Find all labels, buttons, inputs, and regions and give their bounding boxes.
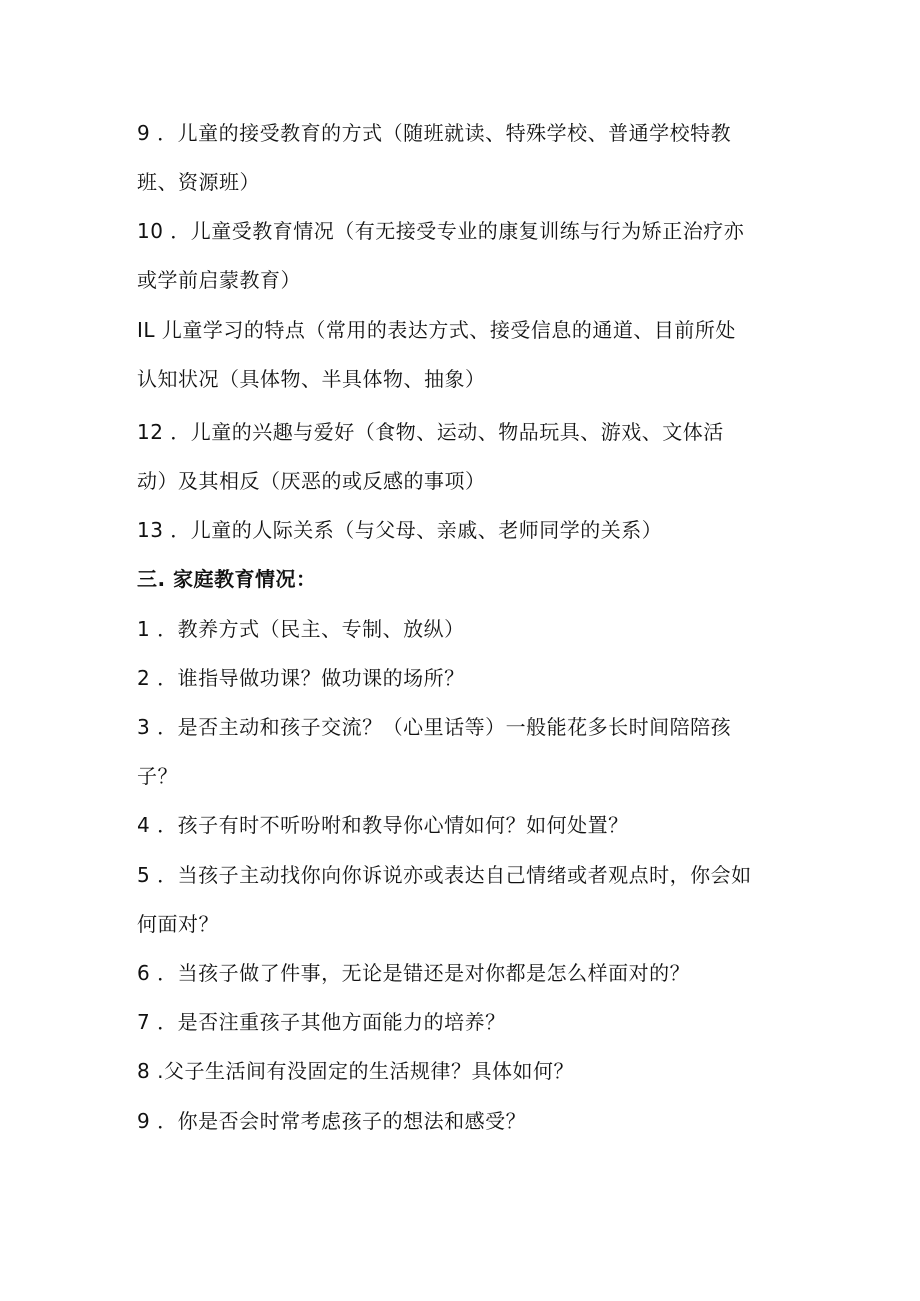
item-10-line-2: 或学前启蒙教育）	[137, 268, 301, 292]
family-item-4: 4 ．孩子有时不听吩咐和教导你心情如何？如何处置？	[137, 813, 629, 837]
item-11-line-1: IL 儿童学习的特点（常用的表达方式、接受信息的通道、目前所处	[137, 318, 736, 342]
family-item-5-line-1: 5 ．当孩子主动找你向你诉说亦或表达自己情绪或者观点时，你会如	[137, 863, 752, 887]
family-item-1: 1 ．教养方式（民主、专制、放纵）	[137, 617, 465, 641]
item-9-line-2: 班、资源班）	[137, 170, 260, 194]
item-12-line-2: 动）及其相反（厌恶的或反感的事项）	[137, 469, 486, 493]
family-item-3-line-1: 3 ．是否主动和孩子交流？（心里话等）一般能花多长时间陪陪孩	[137, 715, 732, 739]
family-item-9: 9 ．你是否会时常考虑孩子的想法和感受？	[137, 1109, 527, 1133]
item-11-line-2: 认知状况（具体物、半具体物、抽象）	[137, 367, 486, 391]
item-12-line-1: 12 ．儿童的兴趣与爱好（食物、运动、物品玩具、游戏、文体活	[137, 420, 724, 444]
family-item-8: 8 .父子生活间有没固定的生活规律？具体如何？	[137, 1059, 574, 1083]
family-item-7: 7 ．是否注重孩子其他方面能力的培养？	[137, 1010, 506, 1034]
family-item-6: 6 ．当孩子做了件事，无论是错还是对你都是怎么样面对的？	[137, 961, 691, 985]
item-10-line-1: 10 ．儿童受教育情况（有无接受专业的康复训练与行为矫正治疗亦	[137, 219, 745, 243]
item-9-line-1: 9 ．儿童的接受教育的方式（随班就读、特殊学校、普通学校特教	[137, 121, 732, 145]
family-item-2: 2 ．谁指导做功课？做功课的场所？	[137, 666, 465, 690]
item-13-line: 13 ．儿童的人际关系（与父母、亲戚、老师同学的关系）	[137, 518, 663, 542]
family-item-5-line-2: 何面对？	[137, 912, 219, 936]
section-heading-family-education: 三. 家庭教育情况：	[137, 567, 317, 591]
family-item-3-line-2: 子？	[137, 764, 178, 788]
